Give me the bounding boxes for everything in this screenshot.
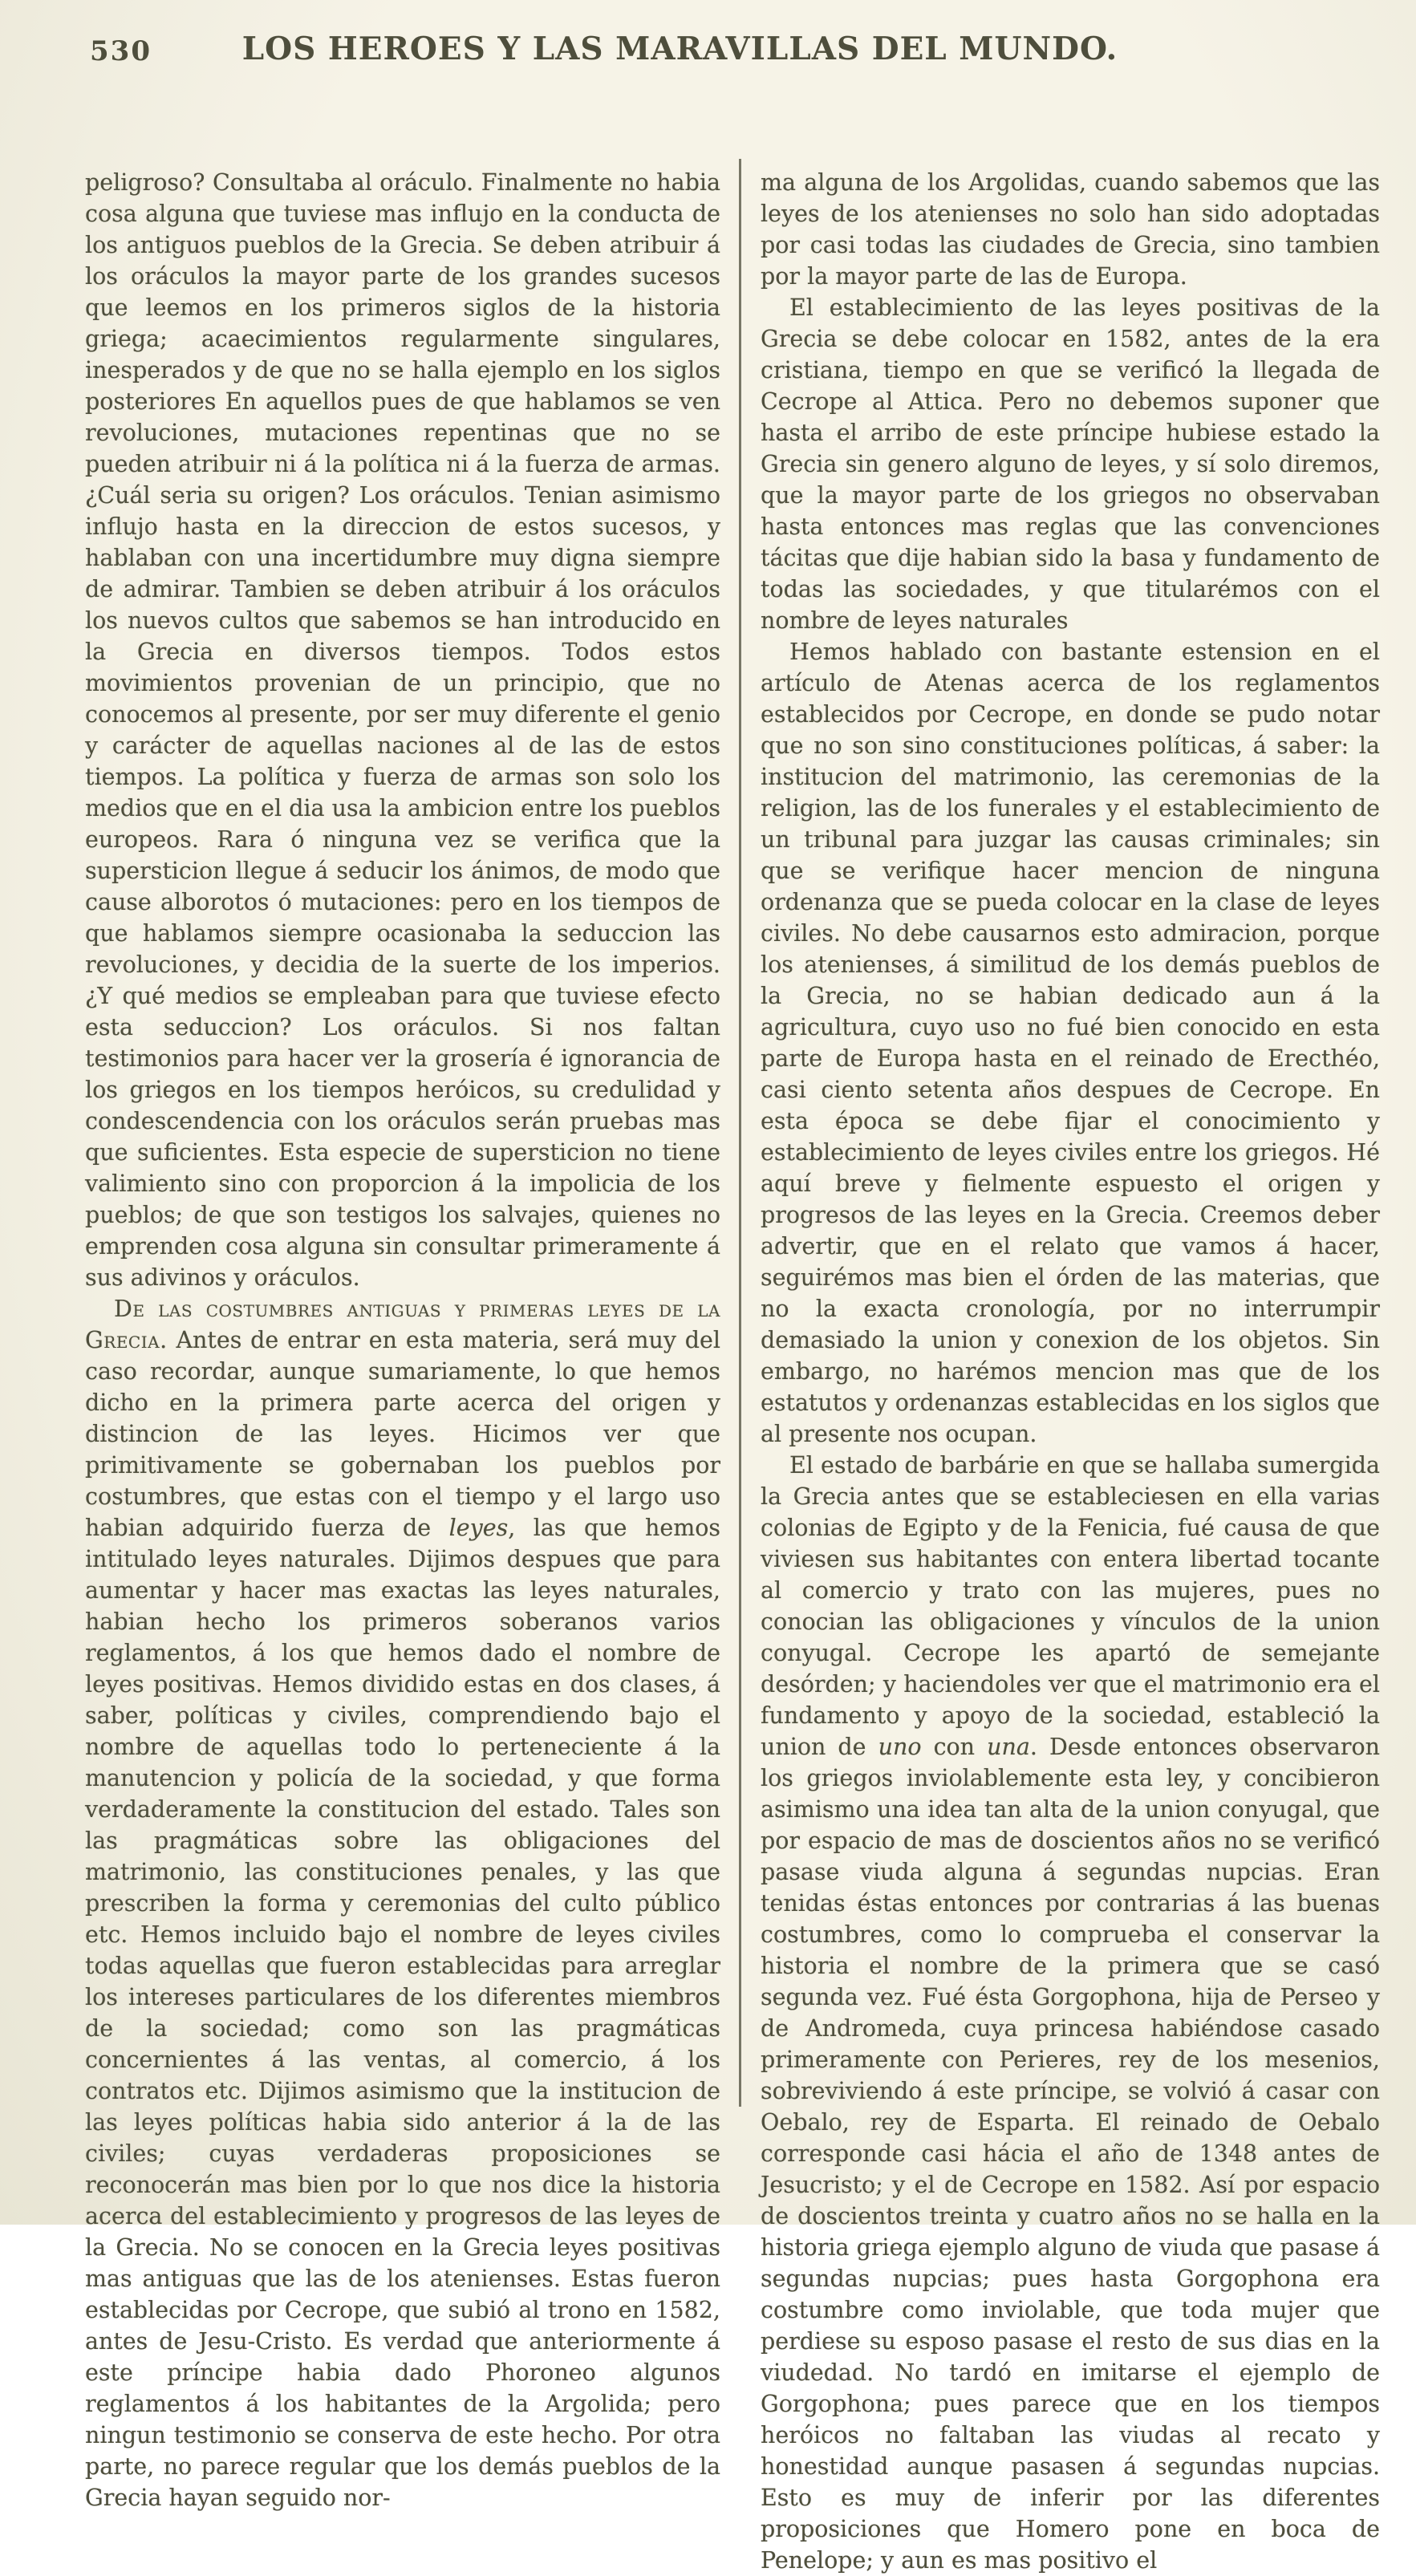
emphasized-text: leyes [448, 1515, 509, 1541]
paragraph [761, 636, 1380, 1450]
page-number: 530 [90, 35, 152, 67]
paragraph [761, 292, 1380, 636]
paragraph [761, 1450, 1380, 2576]
body-text: peligroso? Consultaba al oráculo. Finalmente no habia cosa alguna que tuviese mas influjo en la conducta de los antiguos pueblos de la Grecia. Se deben atribuir á los oráculos la mayor parte de los grandes sucesos que leemos en los primeros siglos de la historia griega; acaecimientos regularmente singulares, inesperados y de que no se halla ejemplo en los siglos posteriores En aquellos pues de que hablamos se ven revoluciones, mutaciones repentinas que no se pueden atribuir ni á la política ni á la fuerza de armas. ¿Cuál seria su origen? Los oráculos. Tenian asimismo influjo hasta en la direccion de estos sucesos, y hablaban con una incertidumbre muy digna siempre de admirar. Tambien se deben atribuir á los oráculos los nuevos cultos que sabemos se han introducido en la Grecia en diversos tiempos. Todos estos movimientos provenian de un principio, que no conocemos al presente, por ser muy diferente el genio y carácter de aquellas naciones al de las de estos tiempos. La política y fuerza de armas son solo los medios que en el dia usa la ambicion entre los pueblos europeos. Rara ó ninguna vez se verifica que la supersticion llegue á seducir los ánimos, de modo que cause alborotos ó mutaciones: pero en los tiempos de que hablamos siempre ocasionaba la seduccion las revoluciones, y decidia de la suerte de los imperios. ¿Y qué medios se empleaban para que tuviese efecto esta seduccion? Los oráculos. Si nos faltan testimonios para hacer ver la grosería é ignorancia de los griegos en los tiempos heróicos, su credulidad y condescendencia con los oráculos serán pruebas mas que suficientes. Esta especie de supersticion no tiene valimiento sino con proporcion á la impolicia de los pueblos; de que son testigos los salvajes, quienes no emprenden cosa alguna sin consultar primeramente á sus adivinos y oráculos. [85, 169, 720, 1291]
body-text: . Desde entonces observaron los griegos inviolablemente esta ley, y concibieron asimismo una idea tan alta de la union conyugal, que por espacio de mas de doscientos años no se verificó pasase viuda alguna á segundas nupcias. Eran tenidas éstas entonces por contrarias á las buenas costumbres, como lo comprueba el conservar la historia el nombre de la primera que se casó segunda vez. Fué ésta Gorgophona, hija de Perseo y de Andromeda, cuya princesa habiéndose casado primeramente con Perieres, rey de los mesenios, sobreviviendo á este príncipe, se volvió á casar con Oebalo, rey de Esparta. El reinado de Oebalo corresponde casi hácia el año de 1348 antes de Jesucristo; y el de Cecrope en 1582. Así por espacio de doscientos treinta y cuatro años no se halla en la historia griega ejemplo alguno de viuda que pasase á segundas nupcias; pues hasta Gorgophona era costumbre como inviolable, que toda mujer que perdiese su esposo pasase el resto de sus dias en la viudedad. No tardó en imitarse el ejemplo de Gorgophona; pues parece que en los tiempos heróicos no faltaban las viudas al recato y honestidad aunque pasasen á segundas nupcias. Esto es muy de inferir por las diferentes proposiciones que Homero pone en boca de Penelope; y aun es mas positivo el [761, 1734, 1380, 2574]
body-text: El estado de barbárie en que se hallaba sumergida la Grecia antes que se estableciesen en ella varias colonias de Egipto y de la Fenicia, fué causa de que viviesen sus habitantes con entera libertad tocante al comercio y trato con las mujeres, pues no conocian las obligaciones y vínculos de la union conyugal. Cecrope les apartó de semejante desórden; y haciendoles ver que el matrimonio era el fundamento y apoyo de la sociedad, estableció la union de [761, 1452, 1380, 1760]
paragraph [761, 167, 1380, 292]
column-divider-rule [739, 159, 741, 2107]
paragraph [85, 1293, 720, 2513]
paragraph [85, 167, 720, 1293]
emphasized-text: una [987, 1734, 1030, 1760]
body-text: Antes de entrar en esta materia, será muy del caso recordar, aunque sumariamente, lo que hemos dicho en la primera parte acerca del origen y distincion de las leyes. Hicimos ver que primitivamente se gobernaban los pueblos por costumbres, que estas con el tiempo y el largo uso habian adquirido fuerza de [85, 1327, 720, 1541]
running-header-title: LOS HEROES Y LAS MARAVILLAS DEL MUNDO. [241, 30, 1118, 67]
body-text: El establecimiento de las leyes positivas de la Grecia se debe colocar en 1582, antes de la era cristiana, tiempo en que se verificó la llegada de Cecrope al Attica. Pero no debemos suponer que hasta el arribo de este príncipe hubiese estado la Grecia sin genero alguno de leyes, y sí solo diremos, que la mayor parte de los griegos no observaban hasta entonces mas reglas que las convenciones tácitas que dije habian sido la basa y fundamento de todas las sociedades, y que titularémos con el nombre de leyes naturales [761, 294, 1380, 634]
body-text: Hemos hablado con bastante estension en el artículo de Atenas acerca de los reglamentos establecidos por Cecrope, en donde se pudo notar que no son sino constituciones políticas, á saber: la institucion del matrimonio, las ceremonias de la religion, las de los funerales y el establecimiento de un tribunal para juzgar las causas criminales; sin que se verifique hacer mencion de ninguna ordenanza que se pueda colocar en la clase de leyes civiles. No debe causarnos esto admiracion, porque los atenienses, á similitud de los demás pueblos de la Grecia, no se habian dedicado aun á la agricultura, cuyo uso no fué bien conocido en esta parte de Europa hasta en el reinado de Erecthéo, casi ciento setenta años despues de Cecrope. En esta época se debe fijar el conocimiento y establecimiento de leyes civiles entre los griegos. Hé aquí breve y fielmente espuesto el origen y progresos de las leyes en la Grecia. Creemos deber advertir, que en el relato que vamos á hacer, seguirémos mas bien el órden de las materias, que no la exacta cronología, por no interrumpir demasiado la union y conexion de los objetos. Sin embargo, no harémos mencion mas que de los estatutos y ordenanzas establecidas en los siglos que al presente nos ocupan. [761, 639, 1380, 1447]
body-text: , las que hemos intitulado leyes naturales. Dijimos despues que para aumentar y hacer mas exactas las leyes naturales, habian hecho los primeros soberanos varios reglamentos, á los que hemos dado el nombre de leyes positivas. Hemos dividido estas en dos clases, á saber, políticas y civiles, comprendiendo bajo el nombre de aquellas todo lo perteneciente á la manutencion y policía de la sociedad, y que forma verdaderamente la constitucion del estado. Tales son las pragmáticas sobre las obligaciones del matrimonio, las constituciones penales, y las que prescriben la forma y ceremonias del culto público etc. Hemos incluido bajo el nombre de leyes civiles todas aquellas que fueron establecidas para arreglar los intereses particulares de los diferentes miembros de la sociedad; como son las pragmáticas concernientes á las ventas, al comercio, á los contratos etc. Dijimos asimismo que la institucion de las leyes políticas habia sido anterior á la de las civiles; cuyas verdaderas proposiciones se reconocerán mas bien por lo que nos dice la historia acerca del establecimiento y progresos de las leyes de la Grecia. No se conocen en la Grecia leyes positivas mas antiguas que las de los atenienses. Estas fueron establecidas por Cecrope, que subió al trono en 1582, antes de Jesu-Cristo. Es verdad que anteriormente á este príncipe habia dado Phoroneo algunos reglamentos á los habitantes de la Argolida; pero ningun testimonio se conserva de este hecho. Por otra parte, no parece regular que los demás pueblos de la Grecia hayan seguido nor- [85, 1515, 720, 2511]
left-text-column [85, 167, 720, 2513]
section-heading: De las costumbres antiguas y primeras leyes de la Grecia. [85, 1296, 720, 1353]
body-text: con [921, 1734, 988, 1760]
emphasized-text: uno [878, 1734, 922, 1760]
right-text-column [761, 167, 1380, 2576]
body-text: ma alguna de los Argolidas, cuando sabemos que las leyes de los atenienses no solo han sido adoptadas por casi todas las ciudades de Grecia, sino tambien por la mayor parte de las de Europa. [761, 169, 1380, 290]
